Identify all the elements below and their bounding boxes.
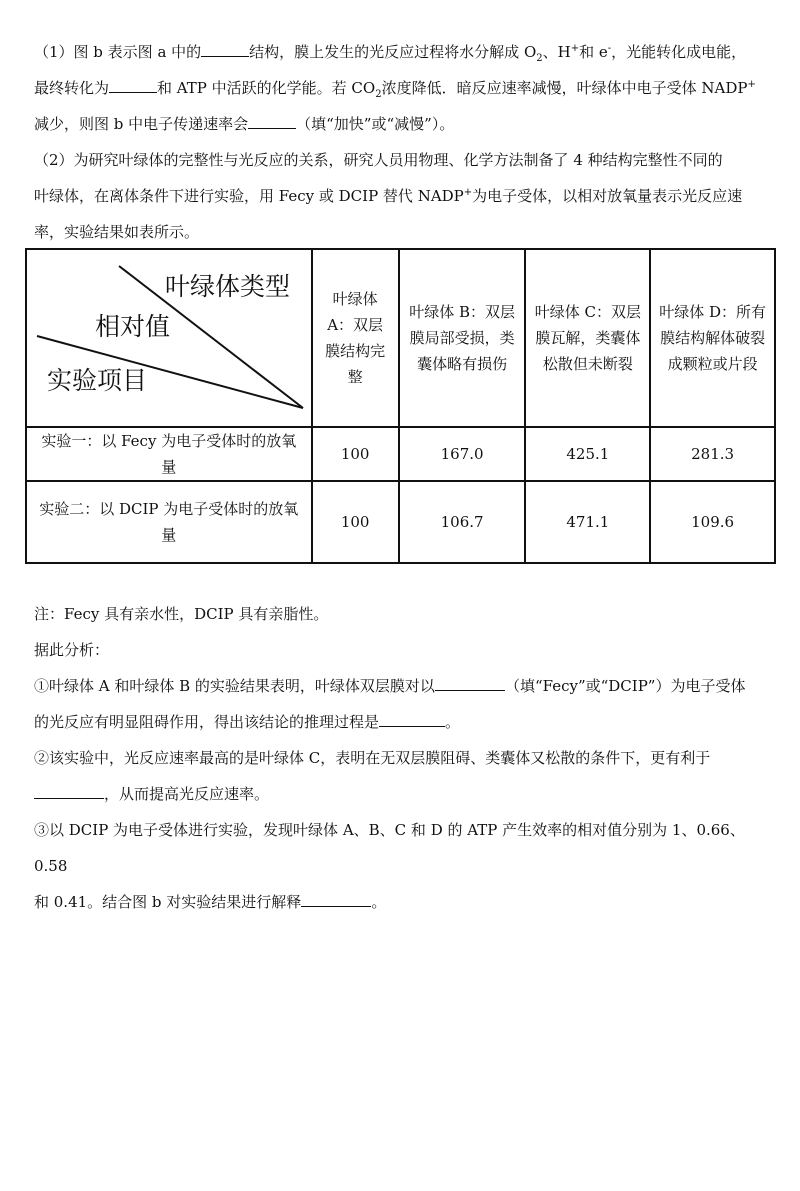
question-1b — [34, 704, 774, 740]
diagonal-header-cell — [26, 249, 312, 427]
text: 最终转化为 — [34, 79, 110, 97]
question-text — [34, 0, 774, 250]
answer-blank — [201, 40, 249, 57]
text: 的光反应有明显阻碍作用，得出该结论的推理过程是 — [34, 713, 380, 731]
question-2a — [34, 740, 774, 776]
diag-label-top: 叶绿体类型 — [165, 272, 291, 301]
paragraph-1 — [34, 34, 774, 70]
table-cell: 109.6 — [650, 481, 775, 563]
paragraph-5 — [34, 178, 774, 214]
superscript: + — [747, 79, 756, 90]
superscript: + — [570, 43, 580, 54]
text: 和 e — [579, 43, 608, 61]
header-chloroplast-d: 叶绿体 D：所有膜结构解体破裂成颗粒或片段 — [650, 249, 775, 427]
paragraph-2 — [34, 70, 774, 106]
answer-blank — [435, 674, 505, 691]
table-cell: 167.0 — [399, 427, 526, 481]
table-cell: 100 — [312, 481, 399, 563]
text: 浓度降低．暗反应速率减慢，叶绿体中电子受体 NADP — [381, 79, 748, 97]
text: ③以 DCIP 为电子受体进行实验，发现叶绿体 A、B、C 和 D 的 ATP 产生效率的相对值分别为 1、0.66、0.58 — [34, 821, 745, 875]
answer-blank — [248, 112, 296, 129]
paragraph-3 — [34, 106, 774, 142]
table-cell: 100 — [312, 427, 399, 481]
row-label: 实验一：以 Fecy 为电子受体时的放氧量 — [26, 427, 312, 481]
question-1a — [34, 668, 774, 704]
superscript: - — [607, 43, 612, 54]
header-chloroplast-a: 叶绿体A：双层膜结构完整 — [312, 249, 399, 427]
paragraph-6 — [34, 214, 774, 250]
table-cell: 281.3 — [650, 427, 775, 481]
answer-blank — [301, 890, 371, 907]
text: （填“加快”或“减慢”）。 — [296, 115, 455, 133]
question-3a — [34, 812, 774, 884]
answer-blank — [34, 782, 104, 799]
results-table — [25, 248, 776, 564]
text: ，光能转化成电能， — [611, 43, 747, 61]
subscript: 2 — [536, 53, 543, 64]
text: 和 0.41。结合图 b 对实验结果进行解释 — [34, 893, 302, 911]
table-cell: 425.1 — [525, 427, 650, 481]
diag-label-bottom: 实验项目 — [47, 366, 148, 395]
text: 和 ATP 中活跃的化学能。若 CO — [157, 79, 376, 97]
text: 、H — [542, 43, 571, 61]
analysis-heading: 据此分析： — [34, 641, 110, 659]
note: 注：Fecy 具有亲水性，DCIP 具有亲脂性。 — [34, 605, 329, 623]
text: ，从而提高光反应速率。 — [104, 785, 270, 803]
answer-blank — [379, 710, 445, 727]
table-cell: 471.1 — [525, 481, 650, 563]
text: 减少，则图 b 中电子传递速率会 — [34, 115, 249, 133]
text: 。 — [445, 713, 461, 731]
text: 。 — [371, 893, 387, 911]
text: 结构，膜上发生的光反应过程将水分解成 O — [249, 43, 537, 61]
row-label: 实验二：以 DCIP 为电子受体时的放氧量 — [26, 481, 312, 563]
analysis-section — [34, 596, 774, 920]
table-row — [26, 481, 775, 563]
paragraph-4 — [34, 142, 774, 178]
answer-blank — [109, 76, 157, 93]
text: ②该实验中，光反应速率最高的是叶绿体 C，表明在无双层膜阻碍、类囊体又松散的条件下，更有利于 — [34, 749, 711, 767]
subscript: 2 — [375, 89, 382, 100]
table-header-row — [26, 249, 775, 427]
superscript: + — [463, 187, 473, 198]
table-row — [26, 427, 775, 481]
question-2b — [34, 776, 774, 812]
text: （填“Fecy”或“DCIP”）为电子受体 — [504, 677, 746, 695]
text: （2）为研究叶绿体的完整性与光反应的关系，研究人员用物理、化学方法制备了 4 种结构完整性不同的 — [34, 151, 723, 169]
text: 叶绿体，在离体条件下进行实验，用 Fecy 或 DCIP 替代 NADP — [34, 187, 464, 205]
diag-label-mid: 相对值 — [95, 312, 171, 341]
table-cell: 106.7 — [399, 481, 526, 563]
text: （1）图 b 表示图 a 中的 — [34, 43, 202, 61]
text: ①叶绿体 A 和叶绿体 B 的实验结果表明，叶绿体双层膜对以 — [34, 677, 435, 695]
question-3b — [34, 884, 774, 920]
text: 为电子受体，以相对放氧量表示光反应速 — [472, 187, 743, 205]
header-chloroplast-c: 叶绿体 C：双层膜瓦解，类囊体松散但未断裂 — [525, 249, 650, 427]
header-chloroplast-b: 叶绿体 B：双层膜局部受损，类囊体略有损伤 — [399, 249, 526, 427]
text: 率，实验结果如表所示。 — [34, 223, 200, 241]
